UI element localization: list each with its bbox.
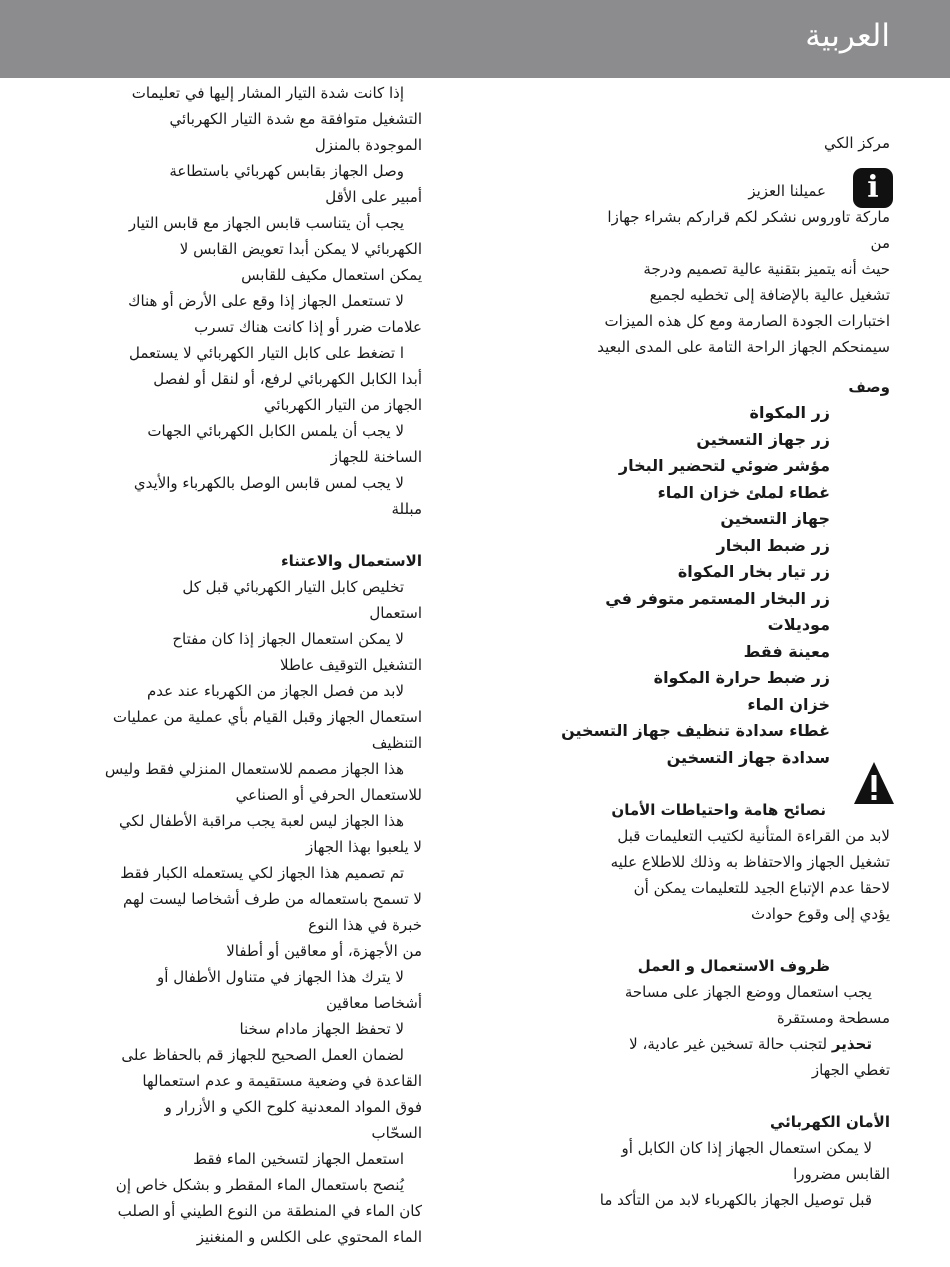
paragraph-line: لا تحفظ الجهاز مادام سخنا (239, 1020, 404, 1038)
warning-line: تغطي الجهاز (811, 1061, 890, 1079)
paragraph-line: أمبير على الأقل (325, 188, 422, 206)
paragraph-line: يُنصح باستعمال الماء المقطر و بشكل خاص إن (115, 1176, 404, 1194)
product-name: مركز الكي (823, 134, 890, 152)
paragraph-line: لا يجب أن يلمس الكابل الكهربائي الجهات (147, 422, 404, 440)
paragraph-line: كان الماء في المنطقة من النوع الطيني أو الصلب (117, 1202, 422, 1220)
paragraph-line: استعمال (369, 604, 422, 622)
paragraph-line: للاستعمال الحرفي أو الصناعي (235, 786, 422, 804)
paragraph-line: فوق المواد المعدنية كلوح الكي و الأزرار و (164, 1098, 422, 1116)
paragraph-line: التشغيل التوقيف عاطلا (280, 656, 422, 674)
paragraph-line: يجب أن يتناسب قابس الجهاز مع قابس التيار (128, 214, 404, 232)
paragraph-line: لابد من فصل الجهاز من الكهرباء عند عدم (146, 682, 404, 700)
intro-line: تشغيل عالية بالإضافة إلى تخطيه لجميع (649, 286, 890, 304)
paragraph-line: لا يلعبوا بهذا الجهاز (306, 838, 422, 856)
paragraph-line: خبرة في هذا النوع (308, 916, 422, 934)
paragraph-line: الكهربائي لا يمكن أبدا تعويض القابس لا (179, 240, 422, 258)
conditions-line: مسطحة ومستقرة (776, 1009, 890, 1027)
electrical-line: القابس مضرورا (793, 1165, 890, 1183)
paragraph-line: الموجودة بالمنزل (314, 136, 422, 154)
conditions-line: يجب استعمال ووضع الجهاز على مساحة (624, 983, 872, 1001)
greeting: عميلنا العزيز (748, 182, 826, 200)
paragraph-line: لا يترك هذا الجهاز في متناول الأطفال أو (157, 968, 404, 986)
paragraph-line: أبدا الكابل الكهربائي لرفع، أو لنقل أو لفصل (153, 370, 422, 388)
part-item: زر البخار المستمر متوفر في موديلات (605, 588, 830, 634)
paragraph-line: علامات ضرر أو إذا كانت هناك تسرب (194, 318, 422, 336)
conditions-heading: ظروف الاستعمال و العمل (637, 957, 830, 975)
paragraph-line: القاعدة في وضعية مستقيمة و عدم استعمالها (142, 1072, 422, 1090)
paragraph-line: إذا كانت شدة التيار المشار إليها في تعليمات (131, 84, 404, 102)
electrical-line: لا يمكن استعمال الجهاز إذا كان الكابل أو (621, 1139, 872, 1157)
paragraph-line: يمكن استعمال مكيف للقابس (241, 266, 422, 284)
paragraph-line: التنظيف (371, 734, 422, 752)
paragraph-line: الماء المحتوي على الكلس و المنغنيز (196, 1228, 422, 1246)
paragraph-line: التشغيل متوافقة مع شدة التيار الكهربائي (169, 110, 422, 128)
use-paragraphs (82, 574, 422, 1250)
electrical-heading: الأمان الكهربائي (769, 1113, 890, 1131)
header-bar (0, 0, 950, 78)
paragraph-line: مبللة (391, 500, 422, 518)
paragraph-line: تخليص كابل التيار الكهربائي قبل كل (182, 578, 404, 596)
paragraph-line: أشخاصا معاقين (325, 994, 422, 1012)
language-title: العربية (805, 18, 890, 54)
intro-line: سيمنحكم الجهاز الراحة التامة على المدى البعيد (597, 338, 890, 356)
warning-text: لتجنب حالة تسخين غير عادية، لا (629, 1035, 828, 1053)
parts-list (540, 400, 890, 771)
intro-line: حيث أنه يتميز بتقنية عالية تصميم ودرجة (643, 260, 890, 278)
safety-heading: نصائح هامة واحتياطات الأمان (611, 801, 826, 819)
paragraph-line: ا تضغط على كابل التيار الكهربائي لا يستعمل (128, 344, 404, 362)
intro-line: اختبارات الجودة الصارمة ومع كل هذه الميزات (604, 312, 890, 330)
paragraph-line: استعمال الجهاز وقبل القيام بأي عملية من عمليات (112, 708, 422, 726)
paragraph-line: هذا الجهاز مصمم للاستعمال المنزلي فقط وليس (104, 760, 404, 778)
paragraph-line: لضمان العمل الصحيح للجهاز قم بالحفاظ على (121, 1046, 404, 1064)
info-icon: i (853, 168, 893, 208)
intro-line: من (870, 234, 890, 252)
part-item: زر جهاز التسخين (696, 429, 830, 449)
paragraph-line: وصل الجهاز بقابس كهربائي باستطاعة (169, 162, 404, 180)
safety-line: لابد من القراءة المتأنية لكتيب التعليمات قبل (617, 827, 890, 845)
description-heading: وصف (848, 378, 890, 396)
part-item: جهاز التسخين (720, 509, 830, 528)
paragraph-line: لا تسمح باستعماله من طرف أشخاصا ليست لهم (123, 890, 422, 908)
paragraph-line: لا تستعمل الجهاز إذا وقع على الأرض أو هناك (128, 292, 404, 310)
part-item: زر ضبط حرارة المكواة (653, 668, 830, 687)
safety-line: لاحقا عدم الإتباع الجيد للتعليمات يمكن أن (633, 879, 890, 897)
intro-line: ماركة تاوروس نشكر لكم قراركم بشراء جهازا (607, 208, 890, 226)
part-item: سدادة جهاز التسخين (666, 747, 830, 767)
part-item: زر تيار بخار المكواة (677, 562, 830, 581)
paragraph-line: الجهاز من التيار الكهربائي (263, 396, 422, 414)
paragraph-line: استعمل الجهاز لتسخين الماء فقط (193, 1150, 404, 1168)
electrical-line: قبل توصيل الجهاز بالكهرباء لابد من التأكد ما (599, 1191, 872, 1209)
paragraph-line: تم تصميم هذا الجهاز لكي يستعمله الكبار فقط (120, 864, 404, 882)
part-item: غطاء لملئ خزان الماء (657, 482, 830, 502)
right-column (540, 130, 890, 1213)
part-item: غطاء سدادة تنظيف جهاز التسخين (561, 721, 830, 740)
paragraph-line: لا يمكن استعمال الجهاز إذا كان مفتاح (172, 630, 404, 648)
paragraph-line: السحّاب (371, 1124, 422, 1142)
paragraph-line: من الأجهزة، أو معاقين أو أطفالا (226, 942, 422, 960)
paragraph-line: هذا الجهاز ليس لعبة يجب مراقبة الأطفال لكي (119, 812, 404, 830)
part-item: معينة فقط (743, 641, 830, 661)
part-item: زر المكواة (749, 403, 830, 422)
warning-label: تحذير (831, 1035, 872, 1053)
left-column (82, 80, 422, 1250)
part-item: خزان الماء (747, 694, 830, 714)
safety-line: يؤدي إلى وقوع حوادث (751, 905, 890, 923)
safety-line: تشغيل الجهاز والاحتفاظ به وذلك للاطلاع عليه (610, 853, 890, 871)
paragraph-line: الساخنة للجهاز (330, 448, 422, 466)
warning-line (540, 1031, 890, 1057)
part-item: مؤشر ضوئي لتحضير البخار (618, 456, 830, 475)
use-heading: الاستعمال والاعتناء (280, 552, 422, 570)
electric-paragraphs (82, 80, 422, 522)
paragraph-line: لا يجب لمس قابس الوصل بالكهرباء والأيدي (133, 474, 404, 492)
part-item: زر ضبط البخار (716, 535, 830, 555)
